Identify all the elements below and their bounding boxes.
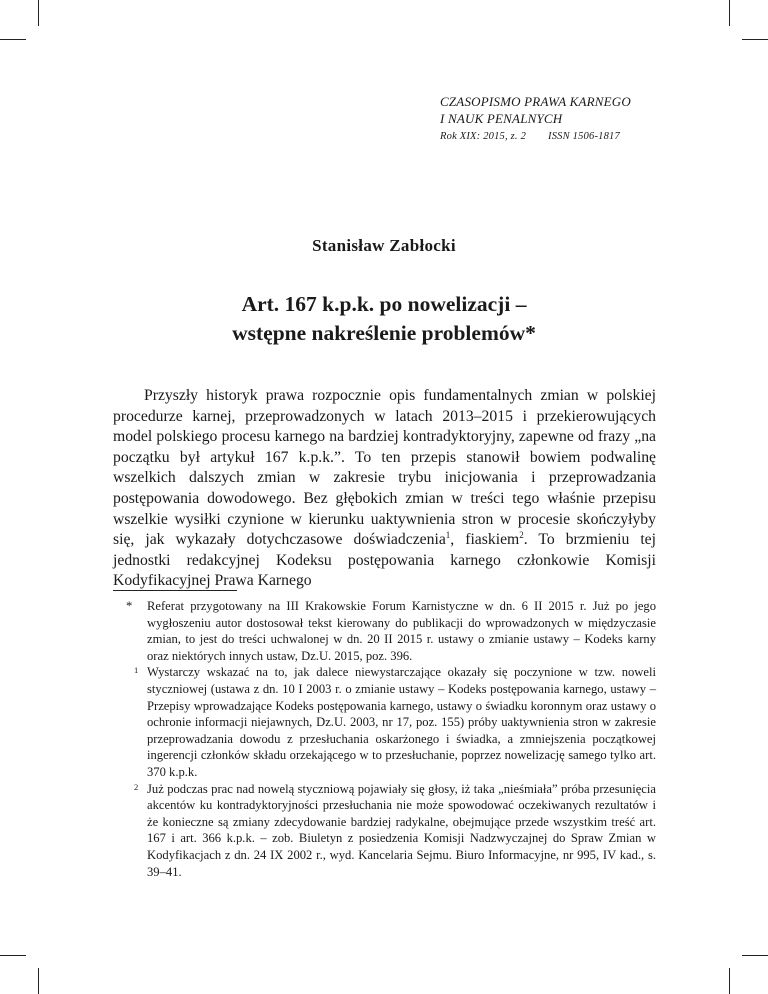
body-text-part-1: Przyszły historyk prawa rozpocznie opis fundamentalnych zmian w polskiej procedurze karnej, przeprowadzonych w latach 2013–2015 i przekierowujących model polskiego procesu karnego na bardziej kontradyktoryjny, zapewne od frazy „na początku był artykuł 167 k.p.k.”. To ten przepis stanowił bowiem podwalinę wszelkich dalszych zmian w zakresie trybu inicjowania i przeprowadzania postępowania dowodowego. Bez głębokich zmian w treści tego właśnie przepisu wszelkie wysiłki czynione w kierunku uaktywnienia stron w procesie skończyłyby się, jak wykazały dotychczasowe doświadczenia [113, 387, 656, 549]
footnote-text: Wystarczy wskazać na to, jak dalece niewystarczające okazały się poczynione w tzw. noweli styczniowej (ustawa z dn. 10 I 2003 r. o zmianie ustawy – Kodeks postępowania karnego, ustawy – Przepisy wprowadzające Kodeks postępowania karnego, ustawy o świadku koronnym oraz ustawy o ochronie informacji niejawnych, Dz.U. 2003, nr 17, poz. 155) próby uaktywnienia stron w zakresie przeprowadzania dowodu z przesłuchania oskarżonego i świadka, a zmniejszenia początkowej ingerencji członków składu orzekającego w to przesłuchanie, poprzez nowelizację samego tylko art. 370 k.p.k. [147, 665, 656, 779]
footnote-ref-1: 1 [445, 529, 451, 540]
journal-issn: ISSN 1506-1817 [548, 131, 620, 142]
crop-mark [0, 955, 26, 956]
journal-name-line-1: CZASOPISMO PRAWA KARNEGO [440, 94, 631, 109]
body-paragraph [113, 386, 656, 592]
journal-meta [440, 130, 700, 144]
crop-mark [38, 968, 39, 994]
footnote [113, 781, 656, 881]
journal-issue: Rok XIX: 2015, z. 2 [440, 131, 527, 142]
footnote-mark: 2 [134, 781, 139, 792]
crop-mark [729, 0, 730, 26]
footnote-separator [113, 590, 237, 591]
footnote [113, 598, 656, 664]
article-body [113, 386, 656, 592]
article-author: Stanisław Zabłocki [312, 236, 456, 255]
crop-mark [729, 968, 730, 994]
footnote-text: Referat przygotowany na III Krakowskie Forum Karnistyczne w dn. 6 II 2015 r. Już po jego wygłoszeniu autor dostosował tekst kierowany do publikacji do wprowadzonych w międzyczasie zmian, to jest do treści uchwalonej w dn. 20 II 2015 r. ustawy o zmianie ustawy – Kodeks karny oraz niektórych innych ustaw, Dz.U. 2015, poz. 396. [147, 599, 656, 663]
journal-header [440, 93, 700, 144]
body-text-part-2: , fiaskiem [450, 531, 520, 549]
footnote-text: Już podczas prac nad nowelą styczniową pojawiały się głosy, iż taka „nieśmiała” próba przesunięcia akcentów ku kontradyktoryjności przesłuchania nie może spowodować oczekiwanych rezultatów i że konieczne są zmiany zdecydowanie bardziej radykalne, obejmujące przede wszystkim treść art. 167 i art. 366 k.p.k. – zob. Biuletyn z posiedzenia Komisji Nadzwyczajnej do Spraw Zmian w Kodyfikacjach z dn. 24 IX 2002 r., wyd. Kancelaria Sejmu. Biuro Informacyjne, nr 995, IV kad., s. 39–41. [147, 781, 656, 879]
crop-mark [742, 955, 768, 956]
crop-mark [0, 39, 26, 40]
footnotes [113, 598, 656, 880]
footnote-mark: * [126, 599, 133, 613]
crop-mark [38, 0, 39, 26]
crop-mark [742, 39, 768, 40]
article-title [0, 290, 768, 348]
article-title-line-1: Art. 167 k.p.k. po nowelizacji – [241, 292, 527, 316]
journal-name-line-2: I NAUK PENALNYCH [440, 111, 563, 126]
footnote-mark: 1 [134, 665, 139, 676]
footnote [113, 664, 656, 780]
article-title-line-2: wstępne nakreślenie problemów* [232, 321, 536, 345]
body-text-part-3: . To brzmieniu tej jednostki redakcyjnej Kodeksu postępowania karnego członkowie Komisji Kodyfikacyjnej Prawa Karnego [113, 531, 656, 590]
footnote-ref-2: 2 [519, 529, 524, 540]
